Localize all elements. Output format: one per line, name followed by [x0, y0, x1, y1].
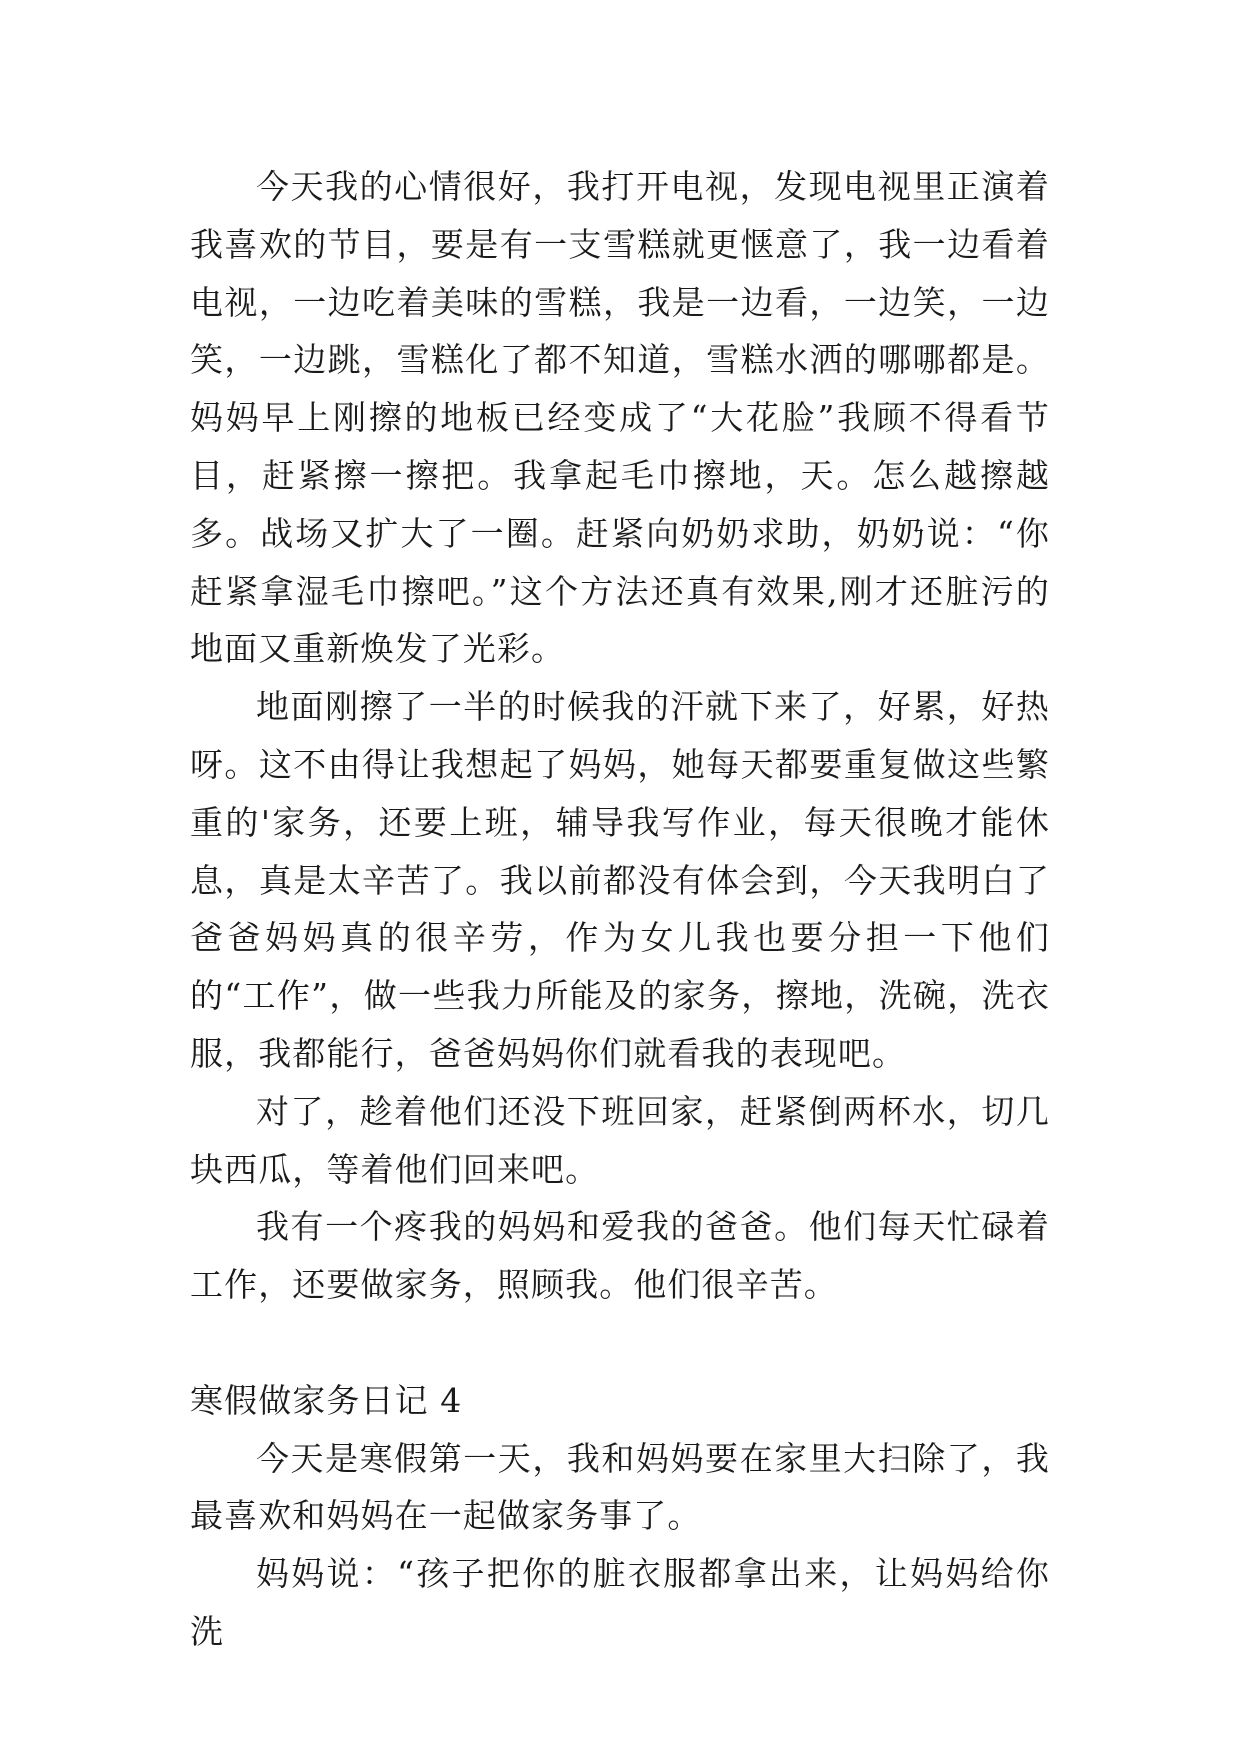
paragraph-6: 妈妈说：“孩子把你的脏衣服都拿出来，让妈妈给你洗 — [190, 1554, 1050, 1651]
document-body — [190, 158, 1050, 1661]
section-heading: 寒假做家务日记 4 — [190, 1380, 463, 1420]
paragraph-2: 地面刚擦了一半的时候我的汗就下来了，好累，好热呀。这不由得让我想起了妈妈，她每天都要重复做这些繁重的'家务，还要上班，辅导我写作业，每天很晚才能休息，真是太辛苦了。我以前都没有体会到，今天我明白了爸爸妈妈真的很辛劳，作为女儿我也要分担一下他们的“工作”，做一些我力所能及的家务，擦地，洗碗，洗衣服，我都能行，爸爸妈妈你们就看我的表现吧。 — [190, 687, 1050, 1073]
paragraph-1: 今天我的心情很好，我打开电视，发现电视里正演着我喜欢的节目，要是有一支雪糕就更惬意了，我一边看着电视，一边吃着美味的雪糕，我是一边看，一边笑，一边笑，一边跳，雪糕化了都不知道，雪糕水洒的哪哪都是。妈妈早上刚擦的地板已经变成了“大花脸”我顾不得看节目，赶紧擦一擦把。我拿起毛巾擦地，天。怎么越擦越多。战场又扩大了一圈。赶紧向奶奶求助，奶奶说：“你赶紧拿湿毛巾擦吧。”这个方法还真有效果,刚才还脏污的地面又重新焕发了光彩。 — [190, 167, 1050, 669]
paragraph-4: 我有一个疼我的妈妈和爱我的爸爸。他们每天忙碌着工作，还要做家务，照顾我。他们很辛苦。 — [190, 1207, 1050, 1305]
paragraph-5: 今天是寒假第一天，我和妈妈要在家里大扫除了，我最喜欢和妈妈在一起做家务事了。 — [190, 1438, 1050, 1536]
paragraph-3: 对了，趁着他们还没下班回家，赶紧倒两杯水，切几块西瓜，等着他们回来吧。 — [190, 1091, 1050, 1189]
